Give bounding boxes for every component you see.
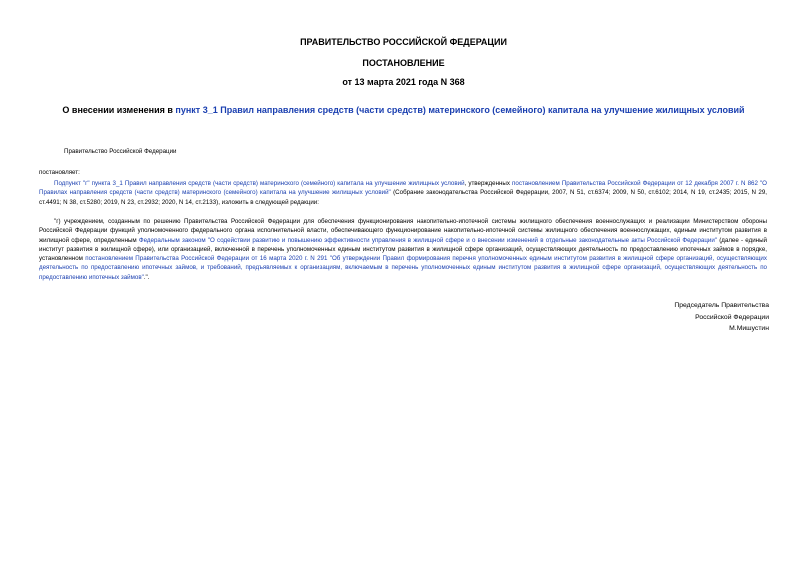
subpoint-link[interactable]: Подпункт "г" пункта 3_1 Правил направления средств (части средств) материнского (семейного) капитала на улучшение жилищных условий (54, 180, 465, 187)
para1-text-1: , утвержденных (464, 180, 513, 187)
signature-country: Российской Федерации (695, 313, 769, 321)
para2-text-1: "г) учреждением, созданным по решению Правительства Российской Федерации для обеспечения функционирования накопительно-ипотечной системы жилищного обеспечения военнослужащих и реализации Министерством обороны Российской Федерации функций уполномоченного федерального органа исполнительной власти, обеспечивающего функционирование накопительно-ипотечной системы жилищного обеспечения военнослужащих, единым институтом развития в жилищной сфере, определенным (39, 218, 767, 244)
subject-prefix: О внесении изменения в (62, 105, 176, 115)
paragraph-new-wording (39, 217, 767, 282)
document-date: от 13 марта 2021 года N 368 (342, 77, 465, 87)
resolution-862-link[interactable]: постановлением Правительства Российской Федерации от 12 декабря 2007 г. N 862 "О Правилах направления средств (части средств) материнского (семейного) капитала на улучшение жилищных условий" (39, 180, 767, 197)
para2-text-3: .". (143, 273, 150, 281)
signature-block (674, 300, 769, 335)
government-title: ПРАВИТЕЛЬСТВО РОССИЙСКОЙ ФЕДЕРАЦИИ (300, 37, 507, 47)
para2-text-2: (далее - единый институт развития в жилищной сфере), или организацией, включенной в перечень уполномоченных единым институтом развития в жилищной сфере организаций, осуществляющих деятельность по предоставлению ипотечных займов в порядке, установленном (39, 236, 767, 263)
paragraph-amendment (39, 179, 767, 207)
para1-text-2: (Собрание законодательства Российской Федерации, 2007, N 51, ст.6374; 2009, N 50, ст.6102; 2014, N 19, ст.2435; 2015, N 29, ст.4491; N 38, ст.5280; 2019, N 23, ст.2932; 2020, N 14, ст.2133), изложить в следующей редакции: (39, 189, 767, 206)
document-type: ПОСТАНОВЛЕНИЕ (362, 58, 445, 68)
resolution-291-link[interactable]: постановлением Правительства Российской Федерации от 16 марта 2020 г. N 291 "Об утверждении Правил формирования перечня уполномоченных единым институтом развития в жилищной сфере организаций, осуществляющих деятельность по предоставлению ипотечных займов, и требований, предъявляемых к организациям, включаемым в перечень уполномоченных единым институтом развития в жилищной сфере организаций, осуществляющих деятельность по предоставлению ипотечных займов" (39, 255, 767, 281)
subject-link[interactable]: пункт 3_1 Правил направления средств (части средств) материнского (семейного) капитала на улучшение жилищных условий (175, 105, 745, 115)
document-subject (0, 105, 807, 115)
government-line: Правительство Российской Федерации (64, 148, 177, 155)
federal-law-link[interactable]: Федеральным законом "О содействии развитию и повышению эффективности управления в жилищной сфере и о внесении изменений в отдельные законодательные акты Российской Федерации" (138, 236, 717, 244)
resolves-line: постановляет: (39, 169, 80, 176)
signature-name: М.Мишустин (729, 325, 769, 332)
signature-position: Председатель Правительства (674, 302, 769, 309)
